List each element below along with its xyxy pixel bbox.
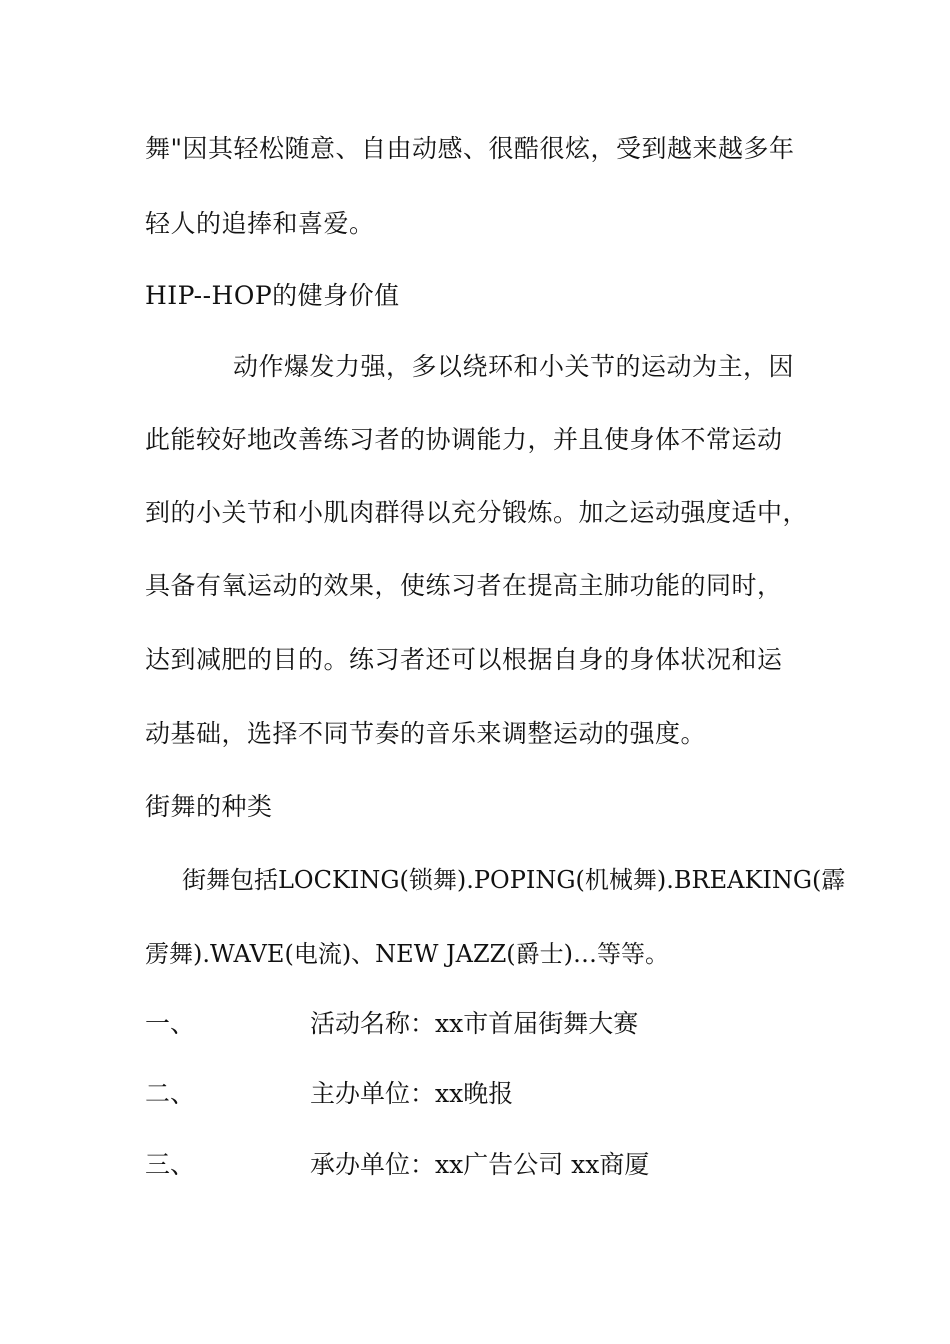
list-number: 二、 [145, 1079, 196, 1108]
list-number: 三、 [145, 1150, 196, 1179]
section-heading: HIP--HOP的健身价值 [145, 281, 400, 310]
list-item [145, 1078, 513, 1110]
list-text: 活动名称：xx市首届街舞大赛 [310, 1009, 639, 1038]
paragraph-line: 雳舞).WAVE(电流)、NEW JAZZ(爵士)…等等。 [145, 940, 670, 968]
paragraph-line: 动基础，选择不同节奏的音乐来调整运动的强度。 [145, 719, 707, 748]
paragraph-line: 达到减肥的目的。练习者还可以根据自身的身体状况和运 [145, 645, 783, 674]
paragraph-line: 到的小关节和小肌肉群得以充分锻炼。加之运动强度适中， [145, 498, 809, 527]
paragraph-line: 舞"因其轻松随意、自由动感、很酷很炫，受到越来越多年 [145, 134, 795, 163]
list-text: 主办单位：xx晚报 [310, 1079, 514, 1108]
section-heading: 街舞的种类 [145, 792, 273, 821]
paragraph-line: 具备有氧运动的效果，使练习者在提高主肺功能的同时， [145, 571, 783, 600]
paragraph-line: 街舞包括LOCKING(锁舞).POPING(机械舞).BREAKING(霹 [182, 866, 846, 894]
paragraph-line: 轻人的追捧和喜爱。 [145, 209, 375, 238]
list-item [145, 1008, 638, 1040]
list-number: 一、 [145, 1009, 196, 1038]
paragraph-line: 此能较好地改善练习者的协调能力，并且使身体不常运动 [145, 425, 783, 454]
list-text: 承办单位：xx广告公司 xx商厦 [310, 1150, 650, 1179]
list-item [145, 1149, 649, 1181]
paragraph-line: 动作爆发力强，多以绕环和小关节的运动为主，因 [233, 352, 795, 381]
